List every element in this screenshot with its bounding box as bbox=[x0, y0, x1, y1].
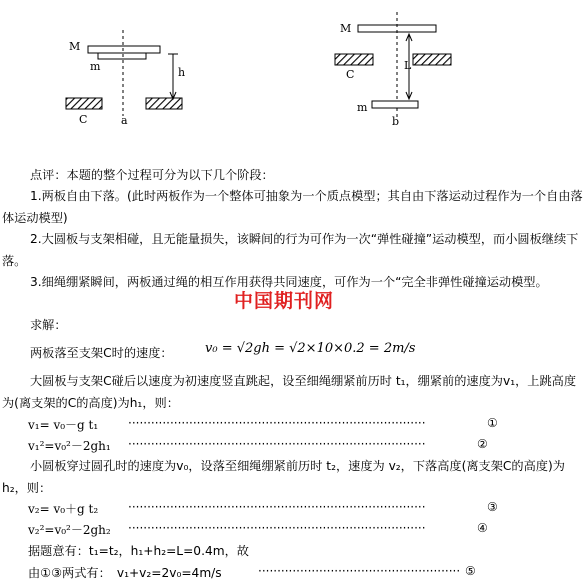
small-plate-paragraph: 小圆板穿过圆孔时的速度为v₀，设落至细绳绷紧前历时 t₂，速度为 v₂，下落高度(离支架C的高度)为h₂，则： bbox=[2, 459, 565, 495]
support-C-right bbox=[146, 98, 182, 109]
step-1-text: 1.两板自由下落。(此时两板作为一个整体可抽象为一个质点模型；其自由下落运动过程作为一个自由落体运动模型) bbox=[2, 189, 583, 225]
dots-4: ·············································································· bbox=[128, 521, 426, 535]
v0-label: 两板落至支架C时的速度： bbox=[30, 346, 173, 360]
dots-5: ····················································· bbox=[258, 564, 461, 578]
label-L: L bbox=[404, 59, 412, 72]
support-C-right-left bbox=[335, 54, 373, 65]
v0-formula: v₀ = √2gh = √2×10×0.2 = 2m/s bbox=[205, 341, 416, 356]
plate-M bbox=[88, 46, 160, 53]
equation-3: v₂= v₀＋g t₂ bbox=[28, 502, 99, 516]
label-C-right: C bbox=[346, 68, 355, 81]
equation-4-number: ④ bbox=[477, 521, 488, 535]
dots-3: ·············································································· bbox=[128, 500, 426, 514]
step-2-text: 2.大圆板与支架相碰，且无能量损失，该瞬间的行为可作为一次“弹性碰撞”运动模型，而小圆板继续下落。 bbox=[2, 232, 579, 268]
big-plate-paragraph: 大圆板与支架C碰后以速度为初速度竖直跳起，设至细绳绷紧前历时 t₁，绷紧前的速度为v₁，上跳高度为(离支架的C的高度)为h₁，则： bbox=[2, 374, 577, 410]
dots-1: ·············································································· bbox=[128, 416, 426, 430]
label-M-left: M bbox=[69, 40, 81, 53]
label-m-right: m bbox=[357, 101, 368, 114]
support-C-left bbox=[66, 98, 102, 109]
support-C-right-right bbox=[413, 54, 451, 65]
plate-m-right bbox=[372, 101, 418, 108]
dots-2: ·············································································· bbox=[128, 437, 426, 451]
label-b: b bbox=[392, 115, 400, 128]
label-C-left: C bbox=[79, 113, 88, 126]
equation-5-number: ⑤ bbox=[465, 564, 476, 578]
label-m-left: m bbox=[90, 60, 101, 73]
step-3-text: 3.细绳绷紧瞬间，两板通过绳的相互作用获得共同速度，可作为一个“完全非弹性碰撞运动模型。 bbox=[30, 275, 548, 289]
equation-3-number: ③ bbox=[487, 500, 498, 514]
label-a: a bbox=[121, 114, 128, 127]
plate-m bbox=[98, 53, 146, 59]
equation-1-number: ① bbox=[487, 416, 498, 430]
label-M-right: M bbox=[340, 22, 352, 35]
watermark: 中国期刊网 bbox=[234, 290, 335, 312]
combine-text: 由①③两式有： v₁+v₂=2v₀=4m/s bbox=[28, 566, 222, 580]
equation-1: v₁= v₀－g t₁ bbox=[28, 418, 99, 432]
solve-label: 求解： bbox=[30, 318, 67, 332]
label-h: h bbox=[178, 66, 186, 79]
intro-text: 点评：本题的整个过程可分为以下几个阶段： bbox=[30, 168, 274, 182]
equation-2: v₁²=v₀²－2gh₁ bbox=[28, 439, 111, 453]
equation-4: v₂²=v₀²－2gh₂ bbox=[28, 523, 111, 537]
given-text: 据题意有：t₁=t₂，h₁+h₂=L=0.4m，故 bbox=[28, 544, 249, 558]
equation-2-number: ② bbox=[477, 437, 488, 451]
